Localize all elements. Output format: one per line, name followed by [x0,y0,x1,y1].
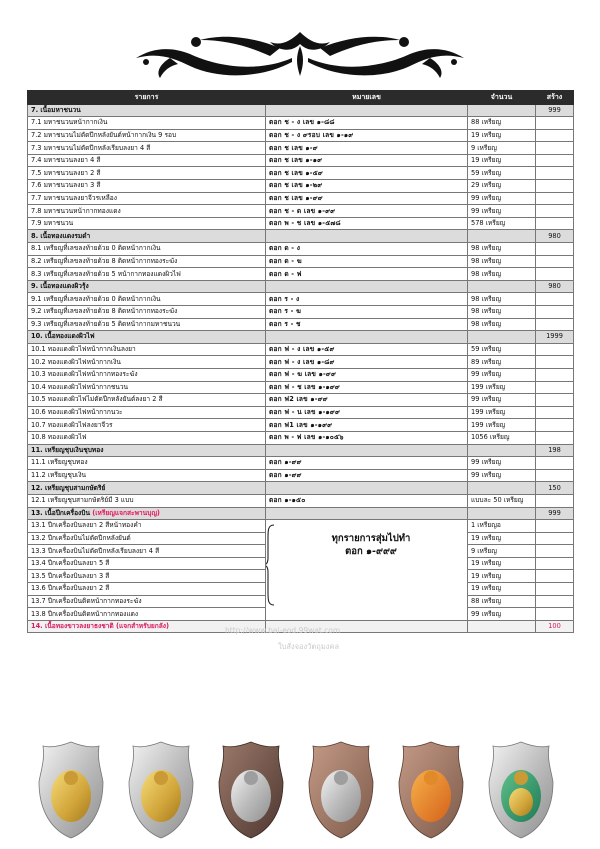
item-qty: 98 เหรียญ [468,268,536,281]
item-name: 8.1 เหรียญที่เลขลงท้ายด้วย 0 ติดหน้ากากเงิน [28,243,266,256]
item-qty: 578 เหรียญ [468,217,536,230]
section13-title-note: (เหรียญแจกสะพานบุญ) [92,508,160,517]
medal-5 [399,742,463,838]
table-row [28,431,574,444]
section-built: 198 [536,444,574,457]
item-qty: 89 เหรียญ [468,356,536,369]
table-row [28,494,574,507]
section-built: 100 [536,620,574,633]
item-qty: 99 เหรียญ [468,469,536,482]
random-note [326,532,416,558]
item-qty: 199 เหรียญ [468,419,536,432]
item-name: 7.9 มหาชนวน [28,217,266,230]
item-qty: 99 เหรียญ [468,457,536,470]
medal-6 [489,742,553,838]
item-code: ตอก ช เลข ๑-๑๙ [266,154,468,167]
table-row [28,167,574,180]
item-code: ตอก ฟ - ฆ เลข ๑-๙๙ [266,368,468,381]
item-name: 8.2 เหรียญที่เลขลงท้ายด้วย 8 ติดหน้ากากทองระฆัง [28,255,266,268]
item-code: ตอก ฟ - ง เลข ๑-๕๙ [266,343,468,356]
item-code: ตอก ร - ช [266,318,468,331]
table-row [28,217,574,230]
item-qty: 199 เหรียญ [468,406,536,419]
item-qty: 1 เหรียญอ [468,520,536,533]
item-qty: 88 เหรียญ [468,595,536,608]
item-name: 12.1 เหรียญชุบสามกษัตริย์มี 3 แบบ [28,494,266,507]
item-qty: 99 เหรียญ [468,368,536,381]
item-name: 13.1 ปีกเครื่องบินลงยา 2 สีหน้าทองคำ [28,520,266,533]
section13-title: 13. เนื้อปีกเครื่องบิน [31,508,90,517]
item-name: 7.8 มหาชนวนหน้ากากทองแดง [28,205,266,218]
table-row [28,368,574,381]
medal-2 [129,742,193,838]
section-built: 999 [536,104,574,117]
watermark-text: ใบสั่งจองวัตถุมงคล [278,642,340,651]
table-header-row [28,91,574,105]
item-code: ตอก ด - ฆ [266,255,468,268]
item-name: 10.6 ทองแดงผิวไฟหน้ากากนวะ [28,406,266,419]
section-row [28,280,574,293]
medal-photos [35,740,565,840]
item-code: ตอก พ - ฟ เลข ๑-๑๐๕๖ [266,431,468,444]
item-qty: 29 เหรียญ [468,180,536,193]
item-code: ตอก ฟ1 เลข ๑-๑๙๙ [266,419,468,432]
item-code: ตอก ช - ง ๙รอบ เลข ๑-๑๙ [266,129,468,142]
item-code: ตอก ช เลข ๑-๕๙ [266,167,468,180]
medal-1 [39,742,103,838]
item-qty: 9 เหรียญ [468,545,536,558]
table-row [28,520,574,533]
table-row [28,117,574,130]
item-name: 11.2 เหรียญชุบเงิน [28,469,266,482]
table-row [28,243,574,256]
item-code: ตอก ๑-๙๙ [266,457,468,470]
item-name: 10.7 ทองแดงผิวไฟลงยาจีวร [28,419,266,432]
item-qty: 99 เหรียญ [468,192,536,205]
item-name: 7.2 มหาชนวนไม่ตัดปีกหลังยันต์หน้ากากเงิน 9 รอบ [28,129,266,142]
section-row [28,331,574,344]
section-title [28,507,266,520]
table-row [28,356,574,369]
item-name: 7.4 มหาชนวนลงยา 4 สี [28,154,266,167]
random-code-note-cell [266,520,468,621]
item-name: 13.2 ปีกเครื่องบินไม่ตัดปีกหลังยันต์ [28,532,266,545]
table-row [28,180,574,193]
table-row [28,306,574,319]
table-row [28,142,574,155]
item-qty: 9 เหรียญ [468,142,536,155]
section-title: 8. เนื้อทองแดงรมดำ [28,230,266,243]
item-qty: 19 เหรียญ [468,557,536,570]
table-row [28,293,574,306]
item-code: ตอก ฟ - ง เลข ๑-๘๙ [266,356,468,369]
item-qty: 199 เหรียญ [468,381,536,394]
item-name: 10.4 ทองแดงผิวไฟหน้ากากชนวน [28,381,266,394]
section-built: 980 [536,230,574,243]
item-code: ตอก ๑-๙๙ [266,469,468,482]
curly-brace-icon [266,524,279,606]
item-code: ตอก ๑-๑๕๐ [266,494,468,507]
item-name: 13.8 ปีกเครื่องบินติดหน้ากากทองแดง [28,608,266,621]
section-row [28,444,574,457]
section-title: 14. เนื้อทองขาวลงยาธงชาติ (แจกสำหรับยกลัง) [28,620,266,633]
item-code: ตอก ร - ง [266,293,468,306]
section-title: 10. เนื้อทองแดงผิวไฟ [28,331,266,344]
item-qty: 99 เหรียญ [468,608,536,621]
item-name: 10.5 ทองแดงผิวไฟไม่ตัดปีกหลังยันต์ลงยา 2 สี [28,394,266,407]
item-name: 9.3 เหรียญที่เลขลงท้ายด้วย 5 ติดหน้ากากมหาชนวน [28,318,266,331]
item-code: ตอก ด - ง [266,243,468,256]
item-qty: 19 เหรียญ [468,129,536,142]
table-row [28,343,574,356]
item-qty: 98 เหรียญ [468,318,536,331]
table-row [28,469,574,482]
item-name: 7.5 มหาชนวนลงยา 2 สี [28,167,266,180]
item-name: 13.7 ปีกเครื่องบินติดหน้ากากทองระฆัง [28,595,266,608]
section-row [28,104,574,117]
item-name: 10.2 ทองแดงผิวไฟหน้ากากเงิน [28,356,266,369]
medal-3 [219,742,283,838]
section-title: 12. เหรียญชุบสามกษัตริย์ [28,482,266,495]
item-name: 7.7 มหาชนวนลงยาจีวรเหลือง [28,192,266,205]
item-code: ตอก ฟ2 เลข ๑-๙๙ [266,394,468,407]
item-qty: 19 เหรียญ [468,583,536,596]
item-qty: 98 เหรียญ [468,243,536,256]
item-code: ตอก ช เลข ๑-๙๙ [266,192,468,205]
table-row [28,205,574,218]
item-code: ตอก ช เลข ๑-๙ [266,142,468,155]
item-name: 7.6 มหาชนวนลงยา 3 สี [28,180,266,193]
watermark-url: http://www.bai-eod.99wat.com [225,626,341,635]
section-title: 9. เนื้อทองแดงผิวรุ้ง [28,280,266,293]
header-amount: จำนวน [468,91,536,105]
item-qty: 59 เหรียญ [468,343,536,356]
item-name: 13.4 ปีกเครื่องบินลงยา 5 สี [28,557,266,570]
item-qty: 99 เหรียญ [468,205,536,218]
header-code: หมายเลข [266,91,468,105]
random-note-line2: ตอก ๑-๙๙๙ [345,546,397,558]
section-built: 999 [536,507,574,520]
item-name: 10.1 ทองแดงผิวไฟหน้ากากเงินลงยา [28,343,266,356]
item-qty: 98 เหรียญ [468,255,536,268]
table-row [28,406,574,419]
header-built: สร้าง [536,91,574,105]
section-row [28,230,574,243]
table-row [28,268,574,281]
section-built: 980 [536,280,574,293]
header-items: รายการ [28,91,266,105]
section-title: 11. เหรียญชุบเงินชุบทอง [28,444,266,457]
amulet-list-table [27,90,574,633]
item-code: ตอก ร - ฆ [266,306,468,319]
item-code: ตอก พ - ช เลข ๑-๕๗๘ [266,217,468,230]
table-row [28,255,574,268]
item-name: 13.3 ปีกเครื่องบินไม่ตัดปีกหลังเรียบลงยา 4 สี [28,545,266,558]
section-built: 150 [536,482,574,495]
item-code: ตอก ช เลข ๑-๒๙ [266,180,468,193]
item-name: 7.3 มหาชนวนไม่ตัดปีกหลังเรียบลงยา 4 สี [28,142,266,155]
item-name: 9.2 เหรียญที่เลขลงท้ายด้วย 8 ติดหน้ากากทองระฆัง [28,306,266,319]
item-code: ตอก ด - ฟ [266,268,468,281]
table-row [28,129,574,142]
item-name: 13.6 ปีกเครื่องบินลงยา 2 สี [28,583,266,596]
item-name: 8.3 เหรียญที่เลขลงท้ายด้วย 5 หน้ากากทองแดงผิวไฟ [28,268,266,281]
item-code: ตอก ช - ด เลข ๑-๙๙ [266,205,468,218]
item-code: ตอก ฟ - น เลข ๑-๑๙๙ [266,406,468,419]
item-qty: 1056 เหรียญ [468,431,536,444]
item-qty: 98 เหรียญ [468,306,536,319]
item-code: ตอก ช - ง เลข ๑-๘๘ [266,117,468,130]
table-row [28,381,574,394]
item-name: 9.1 เหรียญที่เลขลงท้ายด้วย 0 ติดหน้ากากเงิน [28,293,266,306]
table-row [28,394,574,407]
item-qty: แบบละ 50 เหรียญ [468,494,536,507]
section-title: 7. เนื้อมหาชนวน [28,104,266,117]
floral-ornament-divider [130,28,470,80]
table-row [28,154,574,167]
table-row [28,419,574,432]
item-name: 10.8 ทองแดงผิวไฟ [28,431,266,444]
item-name: 7.1 มหาชนวนหน้ากากเงิน [28,117,266,130]
item-name: 13.5 ปีกเครื่องบินลงยา 3 สี [28,570,266,583]
random-note-line1: ทุกรายการสุ่มไปทำ [331,533,411,545]
item-qty: 19 เหรียญ [468,570,536,583]
medal-4 [309,742,373,838]
item-qty: 59 เหรียญ [468,167,536,180]
item-name: 11.1 เหรียญชุบทอง [28,457,266,470]
item-qty: 98 เหรียญ [468,293,536,306]
section-row [28,507,574,520]
table-row [28,318,574,331]
section-row [28,482,574,495]
table-row [28,192,574,205]
item-qty: 99 เหรียญ [468,394,536,407]
item-qty: 88 เหรียญ [468,117,536,130]
item-code: ตอก ฟ - ช เลข ๑-๑๙๙ [266,381,468,394]
section-built: 1999 [536,331,574,344]
item-qty: 19 เหรียญ [468,154,536,167]
item-name: 10.3 ทองแดงผิวไฟหน้ากากทองระฆัง [28,368,266,381]
table-row [28,457,574,470]
item-qty: 19 เหรียญ [468,532,536,545]
